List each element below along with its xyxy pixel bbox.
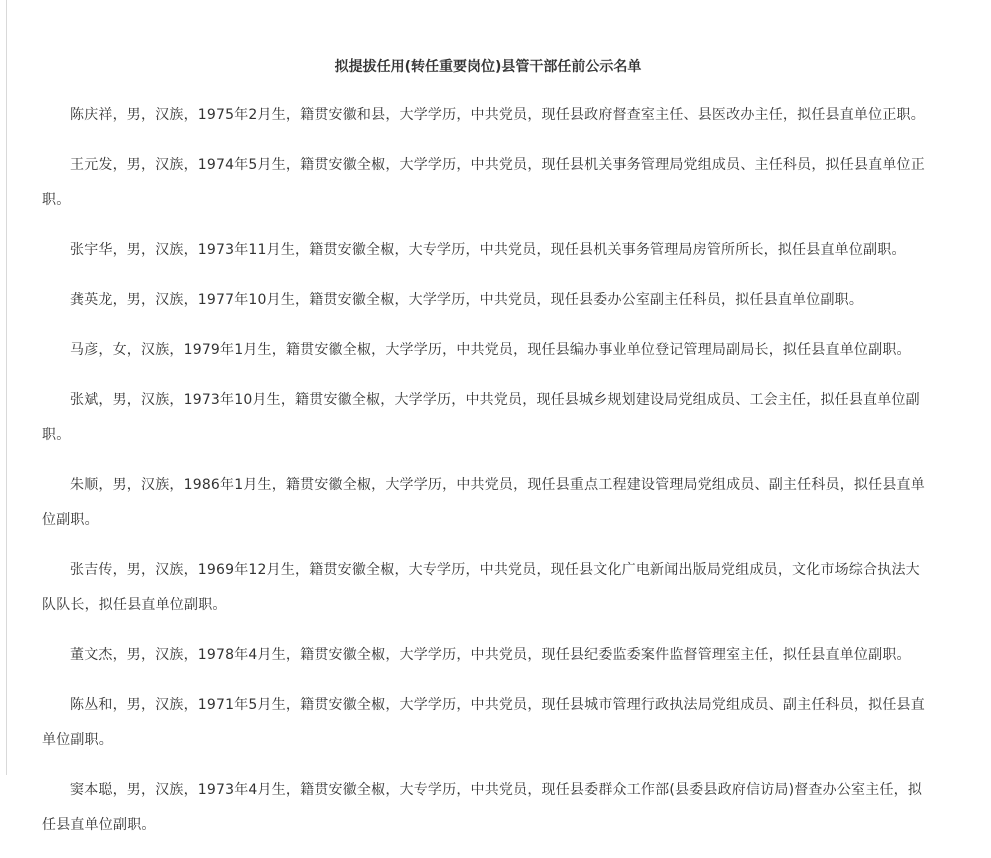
article-paragraph: 朱顺，男，汉族，1986年1月生，籍贯安徽全椒，大学学历，中共党员，现任县重点工程建设管理局党组成员、副主任科员，拟任县直单位副职。 [42, 477, 925, 528]
article-paragraph: 张斌，男，汉族，1973年10月生，籍贯安徽全椒，大学学历，中共党员，现任县城乡规划建设局党组成员、工会主任，拟任县直单位副职。 [42, 392, 920, 443]
article-paragraph: 王元发，男，汉族，1974年5月生，籍贯安徽全椒，大学学历，中共党员，现任县机关事务管理局党组成员、主任科员，拟任县直单位正职。 [42, 157, 925, 208]
article-title: 拟提拔任用(转任重要岗位)县管干部任前公示名单 [334, 59, 642, 75]
article-paragraph: 董文杰，男，汉族，1978年4月生，籍贯安徽全椒，大学学历，中共党员，现任县纪委监委案件监督管理室主任，拟任县直单位副职。 [70, 647, 911, 663]
article-paragraph: 陈丛和，男，汉族，1971年5月生，籍贯安徽全椒，大学学历，中共党员，现任县城市管理行政执法局党组成员、副主任科员，拟任县直单位副职。 [42, 697, 925, 748]
article-paragraph: 张宇华，男，汉族，1973年11月生，籍贯安徽全椒，大专学历，中共党员，现任县机关事务管理局房管所所长，拟任县直单位副职。 [70, 242, 906, 258]
article-paragraph: 窦本聪，男，汉族，1973年4月生，籍贯安徽全椒，大专学历，中共党员，现任县委群众工作部(县委县政府信访局)督查办公室主任，拟任县直单位副职。 [42, 782, 923, 833]
article-body [42, 52, 934, 858]
article-paragraph: 张吉传，男，汉族，1969年12月生，籍贯安徽全椒，大专学历，中共党员，现任县文化广电新闻出版局党组成员，文化市场综合执法大队队长，拟任县直单位副职。 [42, 562, 920, 613]
article-paragraph: 陈庆祥，男，汉族，1975年2月生，籍贯安徽和县，大学学历，中共党员，现任县政府督查室主任、县医改办主任，拟任县直单位正职。 [70, 107, 925, 123]
page-left-border [6, 0, 7, 775]
article-paragraph: 马彦，女，汉族，1979年1月生，籍贯安徽全椒，大学学历，中共党员，现任县编办事业单位登记管理局副局长，拟任县直单位副职。 [70, 342, 911, 358]
article-paragraph: 龚英龙，男，汉族，1977年10月生，籍贯安徽全椒，大学学历，中共党员，现任县委办公室副主任科员，拟任县直单位副职。 [70, 292, 864, 308]
